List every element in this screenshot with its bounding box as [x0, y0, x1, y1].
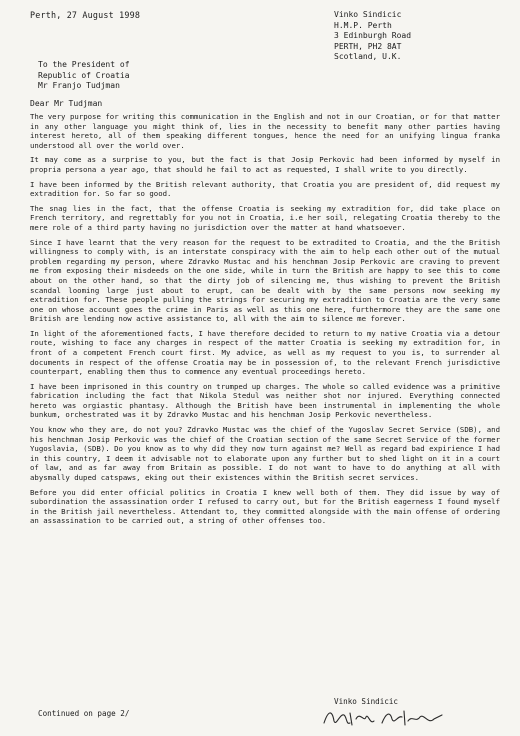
- recipient-line: To the President of: [38, 60, 130, 69]
- recipient-line: Republic of Croatia: [38, 70, 130, 80]
- continued-note: Continued on page 2/: [38, 709, 130, 718]
- sender-name: Vinko Sindicic: [334, 10, 402, 19]
- sender-address-line: Scotland, U.K.: [334, 52, 402, 62]
- body-paragraph: Since I have learnt that the very reason for the request to be extradited to Croatia, and the the British willingness to comply with, is an interstate conspiracy with the aim to help each other out of the mutual problem regarding my person, where Zdravko Mustac and his henchman Josip Perkovic are craving to prevent me from exposing their misdeeds on the one side, while in turn the British are happy to see this to come about on the other hand, so that the dirty job of silencing me, thus wishing to prevent the British scandal looming large just about to erupt, can be dealt with by the same persons now seeking my extradition for. These people pulling the strings for securing my extradition to Croatia are the very same one on whose account goes the crime in Paris as well as this one here, furthermore they are the same one British are lending now active assistance to, all with the aim to silence me forever.: [30, 237, 500, 324]
- body-paragraph: The snag lies in the fact, that the offense Croatia is seeking my extradition for, did take place on French territory, and regrettably for you not in Croatia, i.e her soil, relegating Croatia thereby to the mere role of a third party having no jurisdiction over the matter at hand whatsoever.: [30, 203, 500, 233]
- body-paragraph: I have been imprisoned in this country on trumped up charges. The whole so called evidence was a primitive fabrication including the fact that Nikola Stedul was neither shot nor injured. Everything connected hereto was orgiastic phantasy. Although the British have been instrumental in implementing the whole bunkum, orchestrated was it by Zdravko Mustac and his henchman Josip Perkovic nevertheless.: [30, 381, 500, 420]
- recipient-line: Mr Franjo Tudjman: [38, 81, 120, 91]
- body-paragraph: Before you did enter official politics in Croatia I knew well both of them. They did issue by way of subordination the assassination order I refused to carry out, but for the British eagerness I found myself in the British jail nevertheless. Attendant to, they committed alongside with the main offense of ordering an assassination to be carried out, a string of other offenses too.: [30, 487, 500, 526]
- recipient-block: [38, 60, 130, 92]
- letter-date: Perth, 27 August 1998: [30, 10, 141, 20]
- letter-body: [30, 112, 500, 531]
- sender-address: [334, 10, 411, 63]
- salutation: Dear Mr Tudjman: [30, 99, 103, 108]
- sender-address-line: H.M.P. Perth: [334, 20, 392, 30]
- sender-address-line: PERTH, PH2 8AT: [334, 41, 402, 51]
- sender-address-line: 3 Edinburgh Road: [334, 31, 412, 41]
- body-paragraph: You know who they are, do not you? Zdravko Mustac was the chief of the Yugoslav Secret Service (SDB), and his henchman Josip Perkovic was the chief of the Croatian section of the same Secret Service of the former Yugoslavia, (SDB). Do you know as to why did they now turn against me? Well as regard bad expirience I had in this country, I deem it advisable not to elaborate upon any further but to shed light on it in a court of law, and as far away from Britain as possible. I do not want to have to do anything at all with abysmally duped catspaws, eking out their existences within the British secret services.: [30, 425, 500, 482]
- body-paragraph: In light of the aforementioned facts, I have therefore decided to return to my native Croatia via a detour route, wishing to face any charges in respect of the matter Croatia is seeking my extradition for, in front of a competent French court first. My advice, as well as my request to you is, to surrender al documents in respect of the offense Croatia may be in possession of, to the relevant French jurisdictive counterpart, enabling them thus to commence any eventual proceedings hereto.: [30, 328, 500, 377]
- body-paragraph: I have been informed by the British relevant authority, that Croatia you are president of, did request my extradition for. So far so good.: [30, 179, 500, 199]
- handwritten-signature: [320, 705, 450, 731]
- body-paragraph: The very purpose for writing this communication in the English and not in our Croatian, or for that matter in any other language you might think of, lies in the necessity to benefit many other parties having interest hereto, all of them speaking different tongues, hence the need for an unifying lingua franka understood all over the world over.: [30, 112, 500, 150]
- closing-name: Vinko Sindicic: [334, 697, 399, 706]
- body-paragraph: It may come as a surprise to you, but the fact is that Josip Perkovic had been informed by myself in propria persona a year ago, that should he fail to act as requested, I shall write to you directly.: [30, 155, 500, 174]
